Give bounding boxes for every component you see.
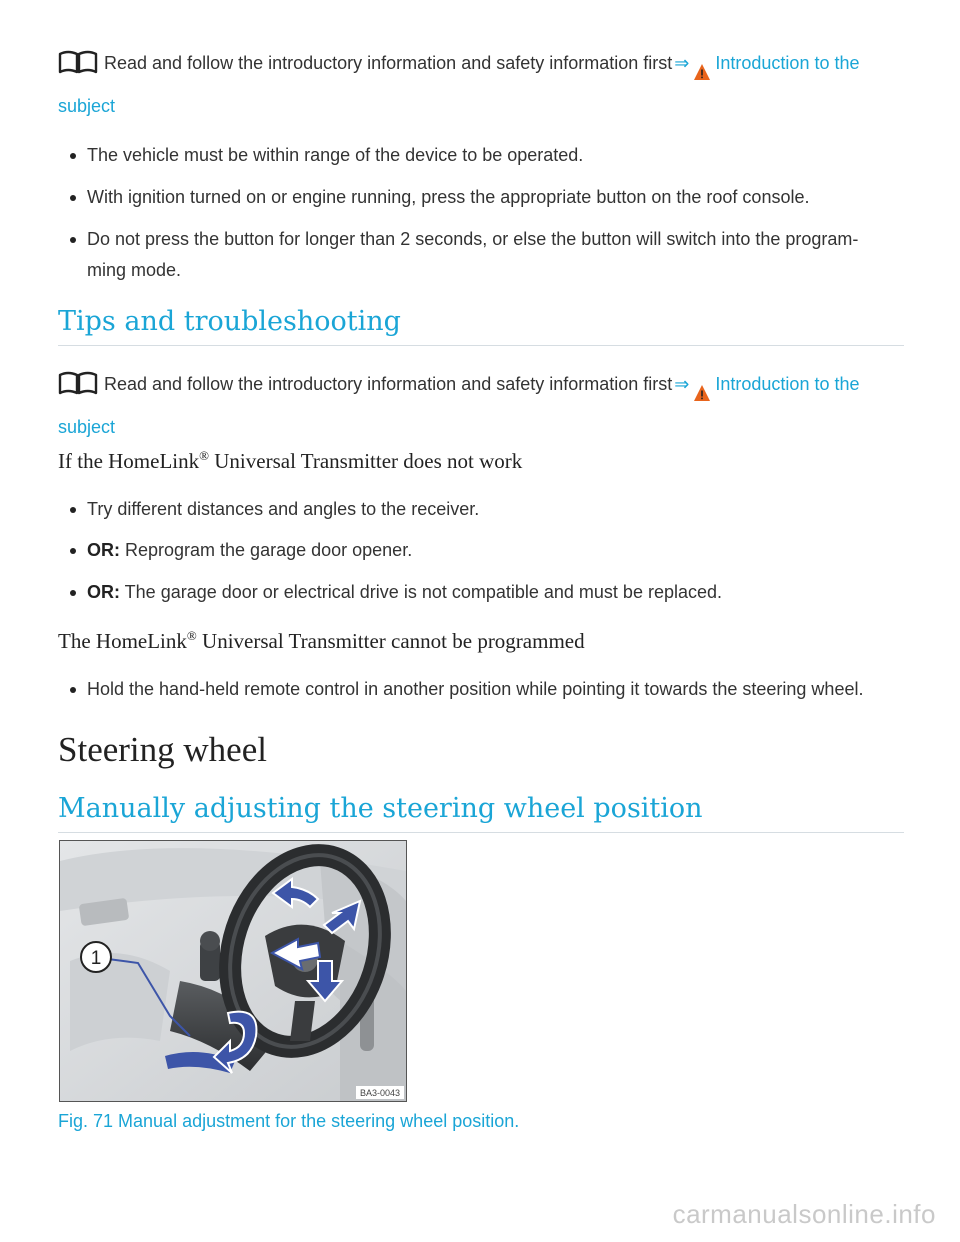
intro-text: Read and follow the introductory information and safety information first (104, 374, 673, 394)
callout-number: 1 (90, 948, 102, 969)
troubleshoot-bullets (58, 494, 908, 608)
book-icon (58, 371, 98, 405)
introduction-link-cont[interactable]: subject (58, 96, 116, 116)
section-heading-tips: Tips and troubleshooting (58, 306, 904, 346)
introduction-link[interactable]: Introduction to the (715, 53, 860, 73)
subheading-cannot-program: The HomeLink® Universal Transmitter cannot be programmed (58, 628, 585, 653)
warning-triangle-icon (693, 381, 711, 412)
arrow-icon: ⇒ (674, 53, 690, 73)
intro-note (58, 48, 898, 122)
operation-bullets (58, 140, 908, 286)
programming-bullets (58, 674, 908, 705)
warning-triangle-icon (693, 60, 711, 91)
book-icon (58, 50, 98, 84)
section-heading-manual-adjust: Manually adjusting the steering wheel position (58, 793, 904, 833)
chapter-heading: Steering wheel (58, 730, 267, 769)
list-item: OR: The garage door or electrical drive is not compatible and must be replaced. (58, 577, 908, 608)
arrow-icon: ⇒ (674, 374, 690, 394)
list-item: The vehicle must be within range of the device to be operated. (58, 140, 908, 171)
figure-caption: Fig. 71 Manual adjustment for the steering wheel position. (58, 1111, 520, 1131)
list-item: Hold the hand-held remote control in another position while pointing it towards the steering wheel. (58, 674, 908, 705)
introduction-link-cont[interactable]: subject (58, 417, 116, 437)
intro-note (58, 369, 898, 443)
steering-wheel-illustration (60, 841, 406, 1101)
list-item: OR: Reprogram the garage door opener. (58, 535, 908, 566)
subheading-not-work: If the HomeLink® Universal Transmitter does not work (58, 448, 523, 473)
watermark: carmanualsonline.info (672, 1199, 936, 1229)
introduction-link[interactable]: Introduction to the (715, 374, 860, 394)
list-item: With ignition turned on or engine running, press the appropriate button on the roof console. (58, 182, 908, 213)
list-item: Do not press the button for longer than 2 seconds, or else the button will switch into the program- ming mode. (58, 224, 908, 286)
steering-wheel-figure (59, 840, 407, 1102)
intro-text: Read and follow the introductory information and safety information first (104, 53, 673, 73)
figure-code: BA3-0043 (359, 1088, 401, 1098)
list-item: Try different distances and angles to the receiver. (58, 494, 908, 525)
